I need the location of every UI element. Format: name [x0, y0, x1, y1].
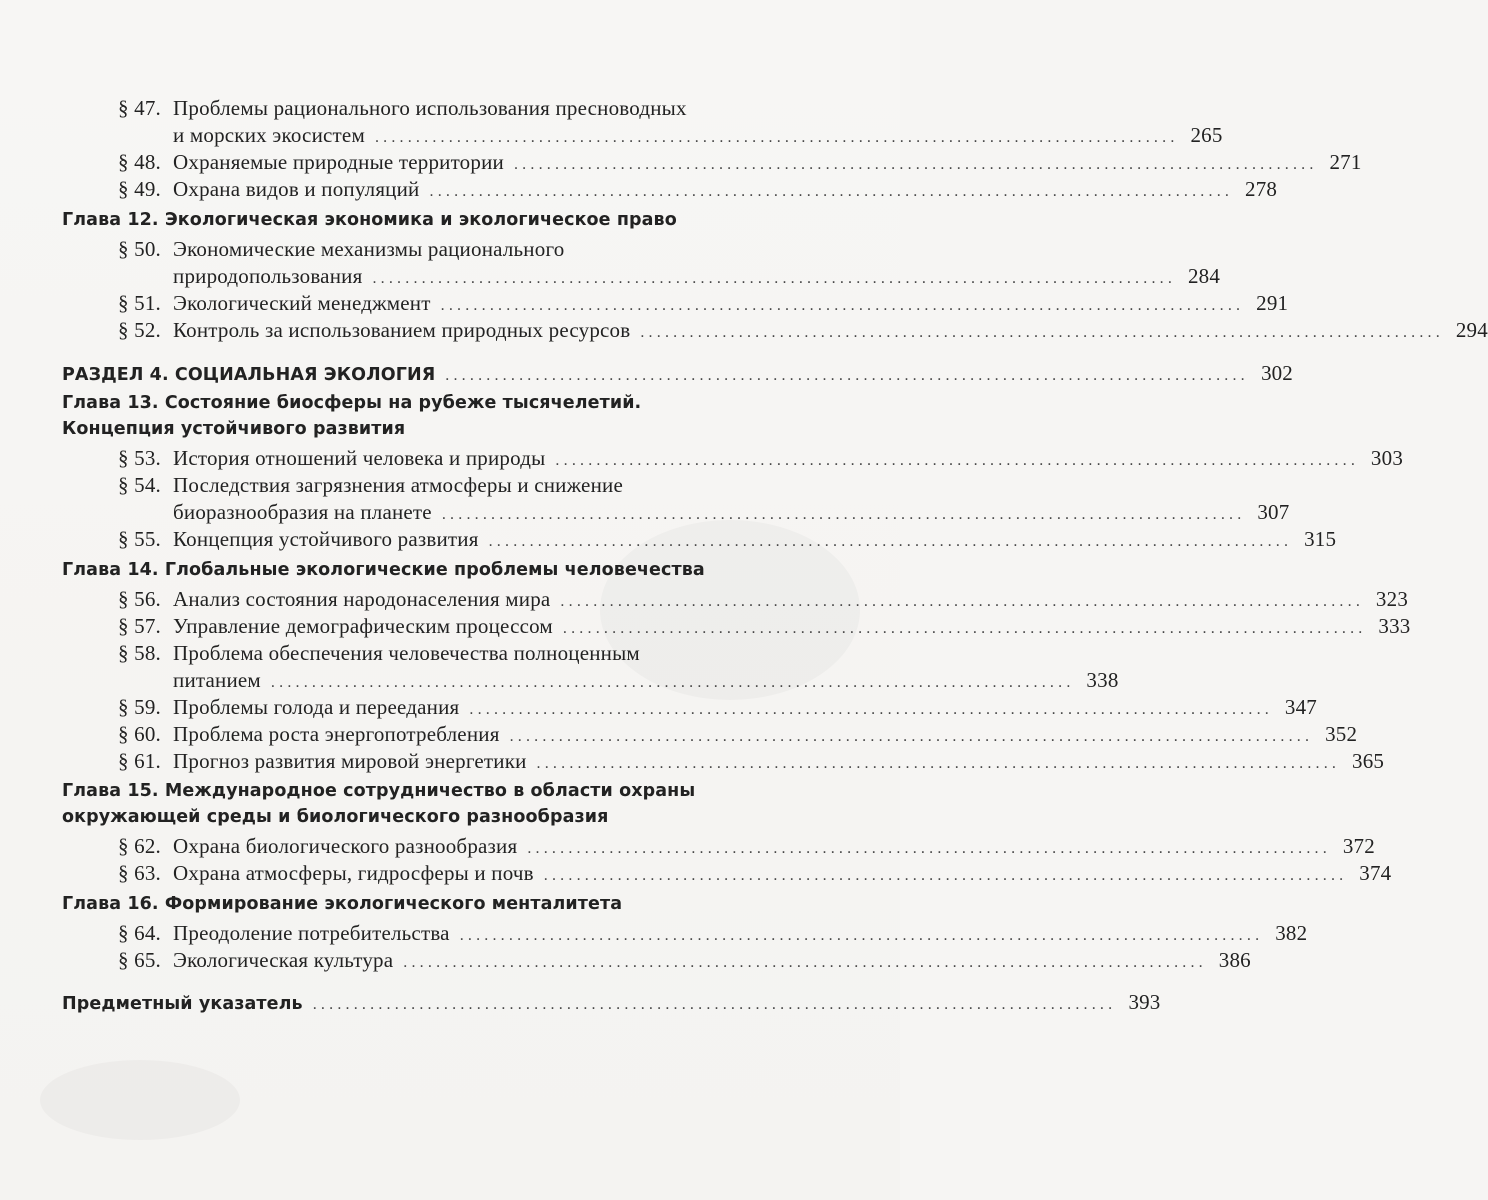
chapter-title: Глава 13. Состояние биосферы на рубеже тысячелетий. — [62, 393, 642, 413]
toc-entry-55 — [118, 527, 1337, 559]
page-smudge — [40, 1060, 240, 1140]
section-title: Контроль за использованием природных ресурсов — [173, 318, 631, 342]
section-title-cont: питанием — [173, 668, 261, 692]
chapter-title-cont: Концепция устойчивого развития — [62, 419, 406, 439]
part-heading-4 — [62, 361, 1293, 393]
section-title: Проблема обеспечения человечества полноценным — [173, 641, 640, 665]
dot-leader: .................................................................................................. — [459, 927, 1264, 944]
section-title: Прогноз развития мировой энергетики — [173, 749, 527, 773]
section-number: § 60. — [118, 722, 161, 746]
section-number: § 63. — [118, 861, 161, 885]
page-number: 347 — [1284, 695, 1317, 719]
chapter-title: Глава 12. Экологическая экономика и экологическое право — [62, 210, 677, 230]
chapter-title: Глава 14. Глобальные экологические проблемы человечества — [62, 560, 705, 580]
section-number: § 56. — [118, 587, 161, 611]
dot-leader: .................................................................................................. — [536, 755, 1341, 772]
page-number: 374 — [1359, 861, 1392, 885]
dot-leader: .................................................................................................. — [488, 533, 1293, 550]
section-title: Охраняемые природные территории — [173, 150, 504, 174]
dot-leader: .................................................................................................. — [441, 506, 1246, 523]
section-title: Управление демографическим процессом — [173, 614, 553, 638]
dot-leader: .................................................................................................. — [555, 452, 1360, 469]
chapter-title-cont: окружающей среды и биологического разнообразия — [62, 807, 609, 827]
section-title: Проблема роста энергопотребления — [173, 722, 500, 746]
section-title: Экологическая культура — [173, 948, 394, 972]
chapter-title: Глава 15. Международное сотрудничество в области охраны — [62, 781, 696, 801]
page-number: 303 — [1370, 446, 1404, 470]
section-title: Проблемы голода и переедания — [173, 695, 460, 719]
section-number: § 61. — [118, 749, 161, 773]
page-number: 372 — [1342, 834, 1375, 858]
dot-leader: .................................................................................................. — [640, 324, 1444, 341]
page-number: 386 — [1218, 948, 1251, 972]
section-number: § 53. — [118, 446, 161, 470]
section-title: Охрана биологического разнообразия — [173, 834, 518, 858]
section-title: Экономические механизмы рационального — [173, 237, 565, 261]
section-title: Охрана видов и популяций — [173, 177, 420, 201]
section-title: Анализ состояния народонаселения мира — [173, 587, 551, 611]
section-title: Экологический менеджмент — [173, 291, 431, 315]
section-number: § 64. — [118, 921, 161, 945]
section-title: История отношений человека и природы — [173, 446, 546, 470]
page-number: 278 — [1245, 177, 1278, 201]
dot-leader: .................................................................................................. — [469, 701, 1273, 718]
toc-entry-49 — [118, 177, 1278, 209]
part-title: РАЗДЕЛ 4. СОЦИАЛЬНАЯ ЭКОЛОГИЯ — [62, 365, 436, 385]
dot-leader: .................................................................................................. — [543, 867, 1348, 884]
toc-entry-65 — [118, 948, 1251, 980]
dot-leader: .................................................................................................. — [429, 183, 1234, 200]
dot-leader: .................................................................................................. — [403, 954, 1207, 971]
dot-leader: .................................................................................................. — [560, 593, 1365, 610]
section-number: § 50. — [118, 237, 161, 261]
section-number: § 65. — [118, 948, 161, 972]
section-number: § 57. — [118, 614, 161, 638]
section-number: § 59. — [118, 695, 161, 719]
page-number: 352 — [1325, 722, 1358, 746]
section-number: § 49. — [118, 177, 161, 201]
dot-leader: .................................................................................................. — [445, 367, 1249, 384]
page-number: 302 — [1261, 361, 1293, 385]
page-number: 265 — [1190, 123, 1223, 147]
section-number: § 58. — [118, 641, 161, 665]
dot-leader: .................................................................................................. — [527, 840, 1331, 857]
page-number: 284 — [1187, 264, 1221, 288]
section-title: Последствия загрязнения атмосферы и снижение — [173, 473, 623, 497]
section-title-cont: природопользования — [173, 264, 363, 288]
page-number: 271 — [1329, 150, 1362, 174]
toc-entry-61 — [118, 749, 1385, 781]
dot-leader: .................................................................................................. — [440, 297, 1245, 314]
page-number: 365 — [1352, 749, 1385, 773]
dot-leader: .................................................................................................. — [374, 129, 1179, 146]
section-number: § 55. — [118, 527, 161, 551]
toc-entry-63 — [118, 861, 1392, 893]
dot-leader: .................................................................................................. — [372, 270, 1177, 287]
section-number: § 47. — [118, 96, 161, 120]
dot-leader: .................................................................................................. — [312, 996, 1117, 1013]
section-title: Охрана атмосферы, гидросферы и почв — [173, 861, 534, 885]
dot-leader: .................................................................................................. — [509, 728, 1314, 745]
section-number: § 48. — [118, 150, 161, 174]
page-number: 307 — [1257, 500, 1290, 524]
page-number: 338 — [1086, 668, 1119, 692]
page-number: 333 — [1378, 614, 1411, 638]
section-number: § 51. — [118, 291, 161, 315]
page-number: 393 — [1128, 990, 1161, 1014]
page-number: 291 — [1256, 291, 1289, 315]
dot-leader: .................................................................................................. — [270, 674, 1075, 691]
section-title: Концепция устойчивого развития — [173, 527, 479, 551]
index-title: Предметный указатель — [62, 994, 303, 1014]
section-title-cont: и морских экосистем — [173, 123, 365, 147]
page-number: 382 — [1275, 921, 1308, 945]
chapter-title: Глава 16. Формирование экологического менталитета — [62, 894, 623, 914]
section-number: § 52. — [118, 318, 161, 342]
page-number: 315 — [1304, 527, 1337, 551]
page-number: 323 — [1375, 587, 1409, 611]
section-title-cont: биоразнообразия на планете — [173, 500, 432, 524]
section-title: Проблемы рационального использования пресноводных — [173, 96, 687, 120]
section-title: Преодоление потребительства — [173, 921, 450, 945]
page-number: 294 — [1455, 318, 1488, 342]
section-number: § 62. — [118, 834, 161, 858]
dot-leader: .................................................................................................. — [562, 620, 1367, 637]
section-number: § 54. — [118, 473, 161, 497]
toc-entry-52 — [118, 318, 1488, 350]
dot-leader: .................................................................................................. — [513, 156, 1318, 173]
subject-index-entry — [62, 990, 1161, 1022]
